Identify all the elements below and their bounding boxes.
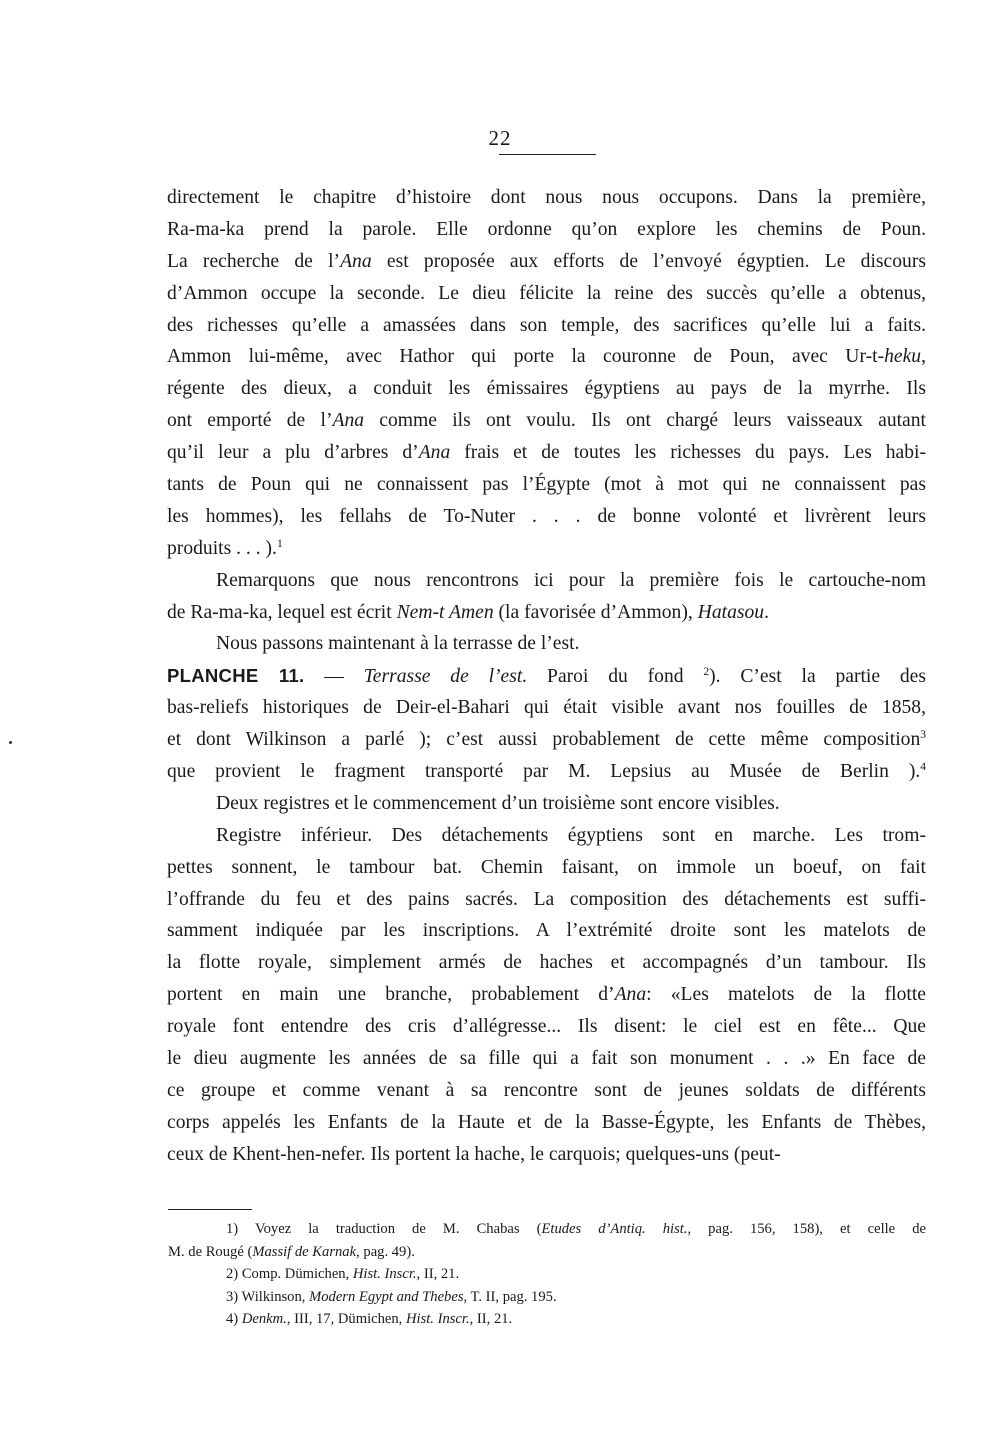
footnote: [168, 1218, 926, 1241]
text-run: de Ra-ma-ka, lequel est écrit: [167, 601, 397, 623]
footnote-text: , II, 21.: [416, 1266, 460, 1282]
text-run: des richesses qu’elle a amassées dans son temple, des sacrifices qu’elle lui a faits.: [167, 314, 926, 336]
text-line: [167, 1139, 926, 1171]
text-run: Nous passons maintenant à la terrasse de l’est.: [216, 633, 580, 655]
text-line: [167, 533, 926, 565]
italic-term: Ana: [614, 984, 647, 1006]
text-line: [167, 469, 926, 501]
text-run: Remarquons que nous rencontrons ici pour la première fois le cartouche-nom: [216, 569, 926, 591]
text-run: qu’il leur a plu d’arbres d’: [167, 442, 419, 464]
text-run: samment indiquée par les inscriptions. A l’extrémité droite sont les matelots de: [167, 920, 926, 942]
text-line: [167, 724, 926, 756]
text-line: [167, 852, 926, 884]
footnote-ref: 2: [703, 666, 710, 679]
footnote-title: Hist. Inscr.: [405, 1311, 470, 1327]
text-run: frais et de toutes les richesses du pays. Les habi-: [450, 442, 926, 464]
text-line: [167, 405, 926, 437]
text-run: est proposée aux efforts de l’envoyé égyptien. Le discours: [371, 250, 926, 272]
italic-term: Hatasou: [697, 601, 765, 623]
text-run: Ammon lui-même, avec Hathor qui porte la couronne de Poun, avec Ur-t-: [167, 346, 885, 368]
text-line: [167, 501, 926, 533]
text-run: l’offrande du feu et des pains sacrés. La composition des détachements est suffi-: [167, 888, 926, 910]
text-line: [167, 1011, 926, 1043]
text-run: directement le chapitre d’histoire dont nous nous occupons. Dans la première,: [167, 187, 926, 208]
text-run: ceux de Khent-hen-nefer. Ils portent la hache, le carquois; quelques-uns (peut-: [167, 1143, 781, 1165]
page-number-rule: [499, 154, 596, 155]
text-run: Registre inférieur. Des détachements égyptiens sont en marche. Les trom-: [216, 824, 926, 846]
text-run: d’Ammon occupe la seconde. Le dieu félicite la reine des succès qu’elle a obtenus,: [167, 282, 926, 304]
text-line: [167, 1075, 926, 1107]
text-run: la flotte royale, simplement armés de haches et accompagnés d’un tambour. Ils: [167, 952, 926, 974]
text-line: [167, 437, 926, 469]
body-text: [167, 182, 926, 1171]
footnote-number: 2): [226, 1266, 239, 1282]
margin-mark: [9, 741, 12, 744]
page-number: 22: [488, 126, 512, 150]
text-run: Ra-ma-ka prend la parole. Elle ordonne qu’on explore les chemins de Poun.: [167, 218, 926, 240]
text-run: (la favorisée d’Ammon),: [493, 601, 698, 623]
text-line: [167, 1107, 926, 1139]
text-run: comme ils ont voulu. Ils ont chargé leurs vaisseaux autant: [364, 410, 926, 432]
text-run: ).: [265, 537, 277, 559]
footnote-title: Massif de Karnak: [252, 1243, 357, 1260]
footnote-number: 3): [226, 1288, 239, 1305]
footnote-number: 4): [226, 1311, 239, 1327]
text-line: [167, 756, 926, 788]
text-line: [167, 246, 926, 278]
footnote-title: Denkm.: [238, 1311, 287, 1327]
footnote: [168, 1308, 926, 1331]
text-line: [167, 915, 926, 947]
footnote-text: Voyez la traduction de M. Chabas (: [238, 1221, 542, 1237]
text-run: ont emporté de l’: [167, 410, 333, 432]
text-run: ce groupe et comme venant à sa rencontre sont de jeunes soldats de différents: [167, 1079, 926, 1101]
plate-heading: PLANCHE 11.: [167, 665, 305, 687]
text-line: [167, 310, 926, 342]
text-run: : «Les matelots de la flotte: [646, 984, 926, 1006]
footnote-text: Comp. Dümichen,: [238, 1266, 353, 1282]
text-run: régente des dieux, a conduit les émissaires égyptiens au pays de la myrrhe. Ils: [167, 378, 926, 400]
text-line: [167, 660, 926, 692]
text-run: corps appelés les Enfants de la Haute et de la Basse-Égypte, les Enfants de Thèbes,: [167, 1111, 926, 1133]
footnote-text: M. de Rougé (: [168, 1243, 253, 1260]
text-line: [167, 947, 926, 979]
text-run: les hommes), les fellahs de To-Nuter . . . de bonne volonté et livrèrent leurs: [167, 505, 926, 527]
footnote-text: , pag. 156, 158), et celle de: [687, 1221, 926, 1237]
footnote-title: Hist. Inscr.: [352, 1266, 417, 1282]
italic-term: Terrasse de l’est.: [363, 666, 528, 688]
text-run: portent en main une branche, probablement d’: [167, 984, 615, 1006]
text-line: [167, 597, 926, 629]
footnote-title: Modern Egypt and Thebes: [309, 1288, 464, 1305]
text-run: ,: [921, 346, 926, 368]
text-line: [167, 820, 926, 852]
text-line: [167, 373, 926, 405]
footnote-ref: 4: [920, 761, 926, 774]
text-line: [167, 788, 926, 820]
italic-term: Ana: [340, 250, 372, 272]
text-run: produits . . .: [167, 537, 266, 559]
footnote-ref: 1: [276, 537, 283, 550]
footnote-number: 1): [226, 1221, 239, 1237]
text-run: bas-reliefs historiques de Deir-el-Bahari qui était visible avant nos fouilles de 1858,: [167, 697, 926, 719]
text-run: tants de Poun qui ne connaissent pas l’Égypte (mot à mot qui ne connaissent pas: [167, 474, 926, 496]
text-line: [167, 628, 926, 660]
text-line: [167, 884, 926, 916]
footnote-text: , T. II, pag. 195.: [463, 1288, 557, 1305]
footnote-text: , III, 17, Dümichen,: [286, 1311, 406, 1327]
footnote-rule: [168, 1209, 252, 1210]
text-run: pettes sonnent, le tambour bat. Chemin faisant, on immole un boeuf, on fait: [167, 856, 926, 878]
text-run: et dont Wilkinson a parlé: [167, 729, 420, 751]
text-run: ); c’est aussi probablement de cette même composition: [419, 729, 921, 751]
text-line: [167, 278, 926, 310]
footnote-text: , II, 21.: [469, 1311, 513, 1327]
italic-term: Ana: [332, 410, 365, 432]
footnote: [168, 1241, 926, 1264]
text-line: [167, 182, 926, 214]
text-line: [167, 692, 926, 724]
text-run: Deux registres et le commencement d’un troisième sont encore visibles.: [216, 792, 780, 814]
footnote: [168, 1286, 926, 1309]
text-line: [167, 565, 926, 597]
text-run: le dieu augmente les années de sa fille qui a fait son monument . . .» En face de: [167, 1048, 926, 1070]
text-line: [167, 979, 926, 1011]
footnote-title: Etudes d’Antiq. hist.: [541, 1221, 688, 1237]
text-run: Paroi du fond: [527, 666, 704, 688]
text-run: —: [304, 666, 364, 688]
italic-term: Ana: [418, 442, 451, 464]
text-run: royale font entendre des cris d’allégresse... Ils disent: le ciel est en fête... Que: [167, 1016, 926, 1038]
italic-term: Nem-t Amen: [396, 601, 494, 623]
text-run: .: [764, 601, 769, 623]
text-run: ). C’est la partie des: [709, 666, 926, 688]
text-line: [167, 341, 926, 373]
text-run: La recherche de l’: [167, 250, 341, 272]
footnote: [168, 1263, 926, 1286]
footnotes: [168, 1218, 926, 1331]
footnote-text: , pag. 49).: [356, 1243, 415, 1260]
text-line: [167, 214, 926, 246]
text-line: [167, 1043, 926, 1075]
text-run: ).: [908, 761, 921, 783]
italic-term: heku: [884, 346, 922, 368]
footnote-ref: 3: [920, 729, 926, 742]
text-run: que provient le fragment transporté par M. Lepsius au Musée de Berlin: [167, 761, 909, 783]
footnote-text: Wilkinson,: [238, 1288, 310, 1305]
